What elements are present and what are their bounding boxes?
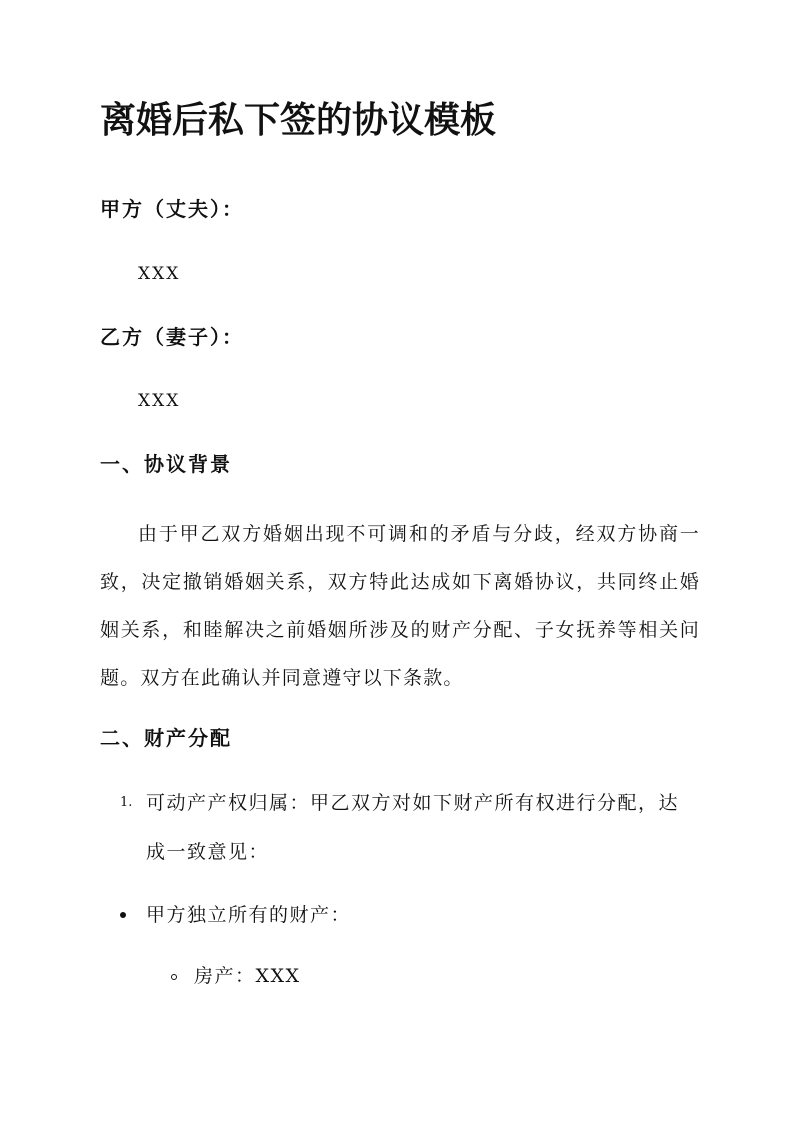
- bullet-icon: [120, 912, 126, 918]
- party-b-label: 乙方（妻子）：: [100, 325, 244, 349]
- document-title: 离婚后私下签的协议模板: [100, 99, 497, 141]
- party-b-value: XXX: [138, 391, 181, 411]
- party-a-value: XXX: [138, 264, 181, 284]
- background-paragraph: 由于甲乙双方婚姻出现不可调和的矛盾与分歧，经双方协商一致，决定撤销婚姻关系，双方特此达成如下离婚协议，共同终止婚姻关系，和睦解决之前婚姻所涉及的财产分配、子女抚养等相关问题。双方在此确认并同意遵守以下条款。: [100, 523, 700, 689]
- list-item-text-line-2: 成一致意见：: [146, 841, 270, 863]
- sub-bullet-item-text: 房产：XXX: [194, 965, 301, 987]
- list-item-number: 1.: [120, 795, 133, 810]
- party-a-label: 甲方（丈夫）：: [100, 197, 244, 221]
- section-heading-property: 二、财产分配: [100, 726, 232, 750]
- section-heading-background: 一、协议背景: [100, 452, 232, 476]
- bullet-item-text: 甲方独立所有的财产：: [146, 904, 352, 926]
- circle-bullet-icon: [171, 974, 177, 980]
- list-item-text-line-1: 可动产产权归属：甲乙双方对如下财产所有权进行分配，达: [146, 792, 680, 814]
